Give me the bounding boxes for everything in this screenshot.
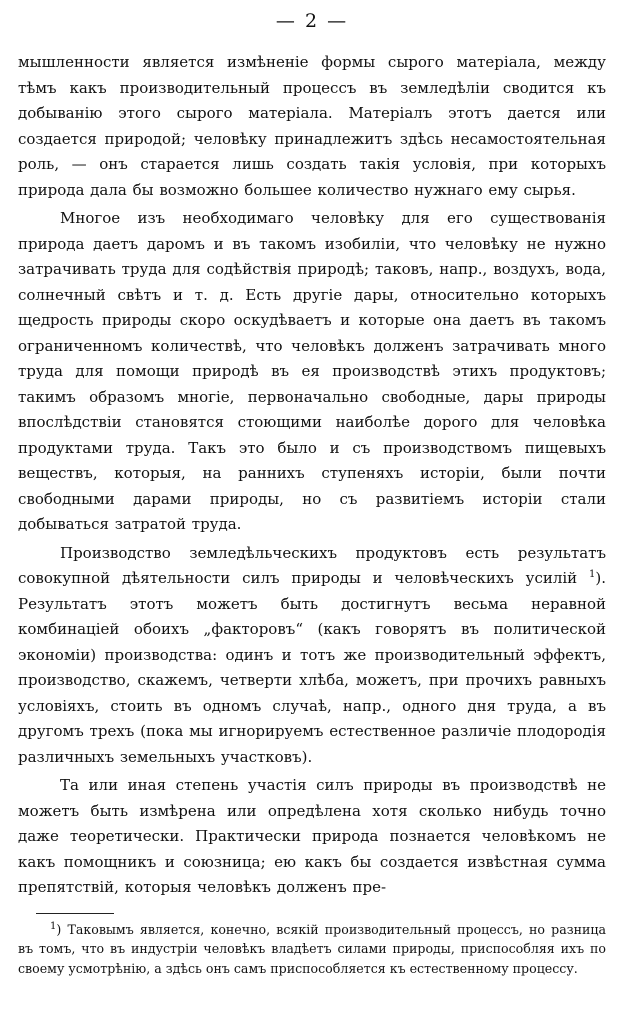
footnote-mark: 1 [50,920,57,932]
paragraph-continuation: мышленности является измѣненіе формы сырого матеріала, между тѣмъ какъ производительный процессъ въ земледѣліи сводится къ добыванію этого сырого матеріала. Матеріалъ этотъ дается или создается природой; человѣку принадлежитъ здѣсь несамостоятельная роль, — онъ старается лишь создать такія условія, при которыхъ природа дала бы возможно большее количество нужнаго ему сырья. [18,53,606,199]
main-text [18,50,606,901]
page-number: — 2 — [275,10,349,32]
footnote [18,920,606,979]
footnote-separator [36,913,114,914]
footnote-text: ) Таковымъ является, конечно, всякій производительный процессъ, но разница въ томъ, что въ индустріи человѣкъ владѣетъ силами природы, приспособляя ихъ по своему усмотрѣнію, а здѣсь онъ самъ приспособляется къ естественному процессу. [18,921,606,976]
footnote-reference: 1 [589,569,596,580]
paragraph-forces-of-nature: Та или иная степень участія силъ природы въ производствѣ не можетъ быть измѣрена или опредѣлена хотя сколько нибудь точно даже теоретически. Практически природа познается человѣкомъ не какъ помощникъ и союзница; ею какъ бы создается извѣстная сумма препятствій, которыя человѣкъ долженъ пре- [18,776,606,896]
paragraph-gifts-of-nature: Многое изъ необходимаго человѣку для его существованія природа даетъ даромъ и въ такомъ изобиліи, что человѣку не нужно затрачивать труда для содѣйствія природѣ; таковъ, напр., воздухъ, вода, солнечный свѣтъ и т. д. Есть другіе дары, относительно которыхъ щедрость природы скоро оскудѣваетъ и которые она даетъ въ такомъ ограниченномъ количествѣ, что человѣкъ долженъ затрачивать много труда для помощи природѣ въ ея производствѣ этихъ продуктовъ; такимъ образомъ многіе, первоначально свободные, дары природы впослѣдствіи становятся стоющими наиболѣе дорого для человѣка продуктами труда. Такъ это было и съ производствомъ пищевыхъ веществъ, которыя, на раннихъ ступеняхъ исторіи, были почти свободными дарами природы, но съ развитіемъ исторіи стали добываться затратой труда. [18,209,606,533]
paragraph-text-after-note: ). Результатъ этотъ можетъ быть достигнутъ весьма неравной комбинаціей обоихъ „факторовъ“ (какъ говорятъ въ политической экономіи) производства: одинъ и тотъ же производительный эффектъ, производство, скажемъ, четверти хлѣба, можетъ, при прочихъ равныхъ условіяхъ, стоить въ одномъ случаѣ, напр., одного дня труда, а въ другомъ трехъ (пока мы игнорируемъ естественное различіе плодородія различныхъ земельныхъ участковъ). [18,569,606,766]
paragraph-agricultural-production [18,541,606,771]
paragraph-text-before-note: Производство земледѣльческихъ продуктовъ есть результатъ совокупной дѣятельности силъ природы и человѣческихъ усилій [18,543,606,587]
